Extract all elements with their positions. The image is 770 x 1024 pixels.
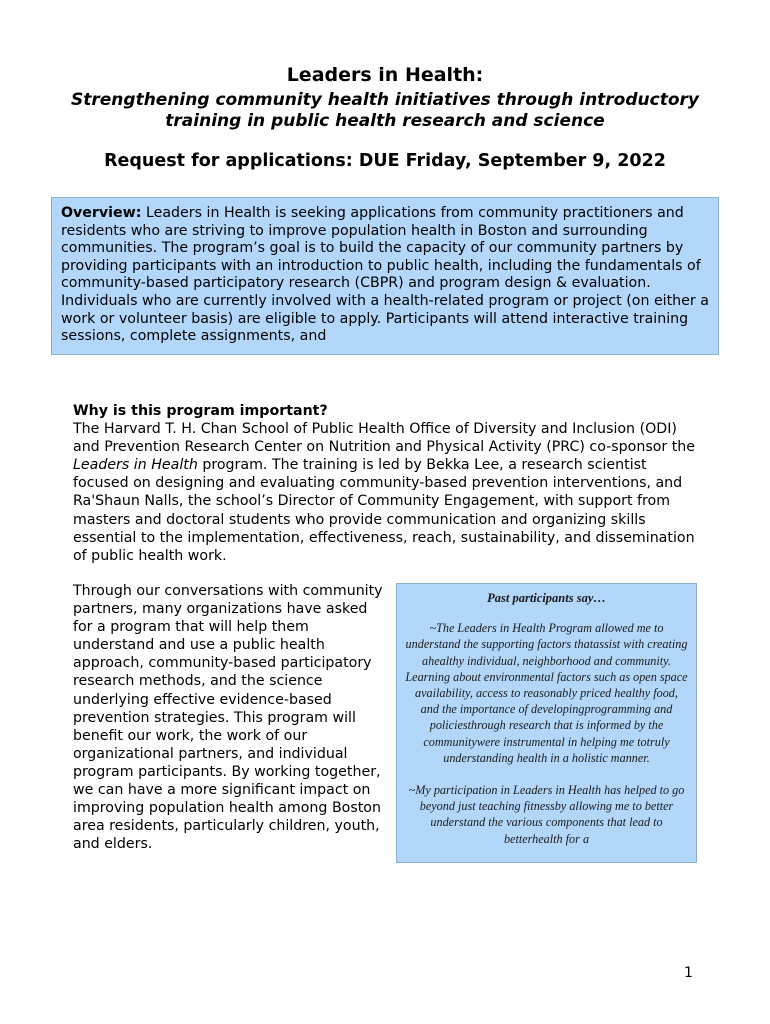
testimonials-box: [396, 583, 697, 863]
testimonial-quote: ~My participation in Leaders in Health has helped to go beyond just teaching fitnessby allowing me to better understand the various components that lead to betterhealth for a: [408, 783, 685, 846]
testimonials-heading: Past participants say…: [487, 591, 606, 605]
partners-paragraph: Through our conversations with community partners, many organizations have asked for a program that will help them understand and use a public health approach, community-based participatory research methods, and the science underlying effective evidence-based prevention strategies. This program will benefit our work, the work of our organizational partners, and individual program participants. By working together, we can have a more significant impact on improving population health among Boston area residents, particularly children, youth, and elders.: [73, 583, 383, 853]
page-number: 1: [684, 965, 693, 981]
why-text-part-1: The Harvard T. H. Chan School of Public Health Office of Diversity and Inclusion (ODI) and Prevention Research Center on Nutrition and Physical Activity (PRC) co-sponsor the: [73, 421, 696, 456]
program-name-italic: Leaders in Health: [73, 457, 198, 474]
overview-label: Overview:: [61, 205, 142, 221]
why-body: [73, 420, 701, 565]
why-section: [73, 402, 701, 565]
why-text-part-2: program. The training is led by Bekka Lee, a research scientist focused on designing and evaluating community-based prevention interventions, and Ra'Shaun Nalls, the school’s Director of Community Engagement, with support from masters and doctoral students who provide communication and organizing skills essential to the implementation, effectiveness, reach, sustainability, and dissemination of public health work.: [73, 457, 695, 564]
document-title: Leaders in Health:: [286, 64, 484, 86]
document-subtitle: Strengthening community health initiatives through introductory training in public health research and science: [71, 90, 699, 131]
overview-box: [51, 197, 719, 355]
overview-text: Leaders in Health is seeking applications from community practitioners and residents who are striving to improve population health in Boston and surrounding communities. The program’s goal is to build the capacity of our community partners by providing participants with an introduction to public health, including the fundamentals of community-based participatory research (CBPR) and program design & evaluation. Individuals who are currently involved with a health-related program or project (on either a work or volunteer basis) are eligible to apply. Participants will attend interactive training sessions, complete assignments, and: [61, 205, 709, 345]
testimonial-quote: ~The Leaders in Health Program allowed me to understand the supporting factors thatassist with creating ahealthy individual, neighborhood and community. Learning about environmental factors such as open space availability, access to reasonably priced healthy food, and the importance of developingprogramming and policiesthrough research that is informed by the communitywere instrumental in helping me totruly understanding health in a holistic manner.: [405, 621, 688, 765]
due-date-line: Request for applications: DUE Friday, September 9, 2022: [104, 151, 666, 171]
why-heading: Why is this program important?: [73, 403, 328, 419]
